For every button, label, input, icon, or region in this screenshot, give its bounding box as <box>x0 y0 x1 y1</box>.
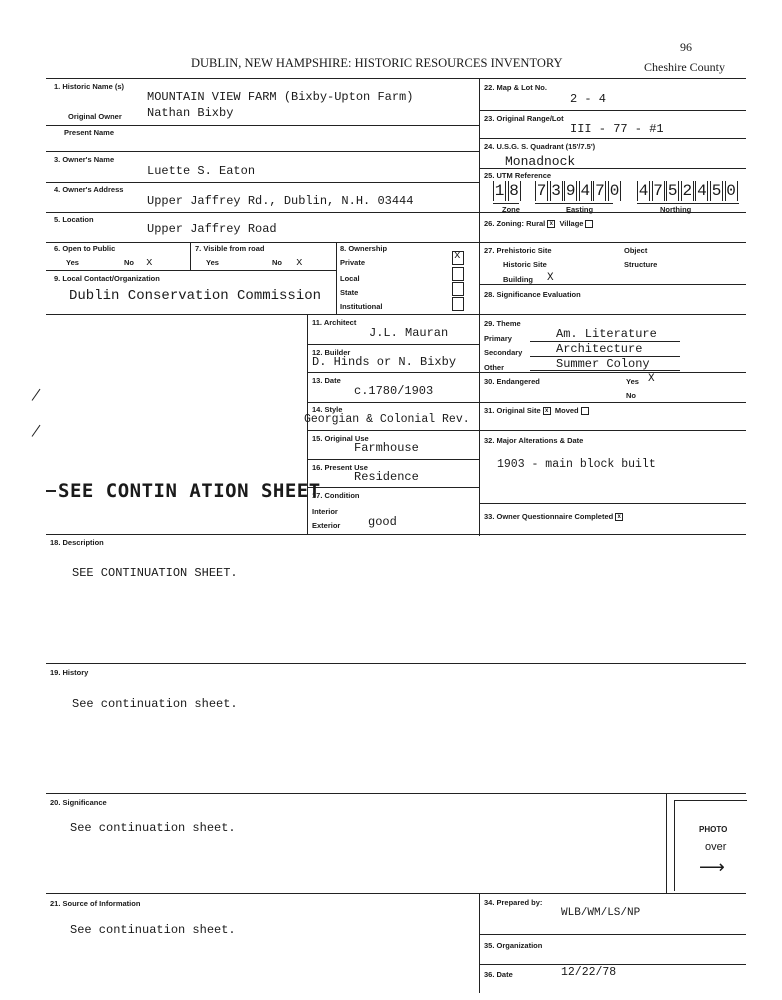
open-no-mark: x <box>146 257 153 269</box>
significance-label: 20. Significance <box>50 798 107 807</box>
major-alterations-label: 32. Major Alterations & Date <box>484 436 584 445</box>
rule-top <box>46 78 746 79</box>
condition-label: 17. Condition <box>312 491 360 500</box>
rule-right-5 <box>479 242 746 243</box>
usgs-quadrant-label: 24. U.S.G. S. Quadrant (15'/7.5') <box>484 142 596 151</box>
utm-easting-digit: 4 <box>580 182 591 200</box>
zoning-village-checkbox[interactable] <box>585 220 593 228</box>
rule-arch-2 <box>307 372 479 373</box>
visible-no-mark: x <box>296 257 303 269</box>
map-lot-value: 2 - 4 <box>570 92 607 106</box>
endangered-no-label: No <box>626 391 636 400</box>
original-owner-value: Nathan Bixby <box>147 106 234 120</box>
utm-easting-digit: 9 <box>565 182 576 200</box>
theme-other-label: Other <box>484 363 505 372</box>
source-information-label: 21. Source of Information <box>50 899 141 908</box>
form-title: DUBLIN, NEW HAMPSHIRE: HISTORIC RESOURCES INVENTORY <box>191 56 563 70</box>
theme-secondary-label: Secondary <box>484 348 523 357</box>
utm-easting-digit: 0 <box>609 182 620 200</box>
date-value: c.1780/1903 <box>354 384 434 398</box>
building-mark: X <box>547 272 554 284</box>
location-value: Upper Jaffrey Road <box>147 222 277 236</box>
margin-slash-2 <box>32 425 41 437</box>
organization-label: 35. Organization <box>484 941 543 950</box>
utm-easting-digit: 7 <box>536 182 547 200</box>
rule-arch-6 <box>307 487 479 488</box>
rule-section-history <box>46 663 746 664</box>
building-label: Building <box>503 275 533 284</box>
ownership-label: 8. Ownership <box>340 244 388 253</box>
utm-northing-digit: 2 <box>682 182 693 200</box>
ownership-local-label: Local <box>340 274 360 283</box>
rule-mid-divider <box>479 78 480 536</box>
description-value: SEE CONTINUATION SHEET. <box>72 566 238 580</box>
original-use-value: Farmhouse <box>354 441 419 455</box>
photo-arrow-icon: ⟶ <box>699 857 725 878</box>
rule-prepared-2 <box>479 964 746 965</box>
original-site-checkbox[interactable]: x <box>543 407 551 415</box>
rule-section-description <box>46 534 746 535</box>
rule-right-9 <box>479 402 746 403</box>
ownership-institutional-label: Institutional <box>340 302 383 311</box>
photo-over-text: over <box>705 841 727 853</box>
continuation-stamp: SEE CONTIN ATION SHEET <box>58 480 321 502</box>
owners-address-label: 4. Owner's Address <box>54 185 124 194</box>
theme-other-underline <box>530 370 680 371</box>
ownership-private-mark: x <box>454 250 461 262</box>
significance-value: See continuation sheet. <box>70 821 236 835</box>
local-contact-label: 9. Local Contact/Organization <box>54 274 160 283</box>
rule-arch-1 <box>307 344 479 345</box>
builder-value: D. Hinds or N. Bixby <box>312 355 457 369</box>
map-lot-label: 22. Map & Lot No. <box>484 83 547 92</box>
theme-other-value: Summer Colony <box>556 357 650 371</box>
theme-primary-value: Am. Literature <box>556 327 657 341</box>
rule-arch-3 <box>307 402 479 403</box>
source-information-value: See continuation sheet. <box>70 923 236 937</box>
utm-zone-digit: 1 <box>494 182 505 200</box>
location-label: 5. Location <box>54 215 94 224</box>
style-value: Georgian & Colonial Rev. <box>304 413 470 426</box>
rule-right-8 <box>479 372 746 373</box>
date-prepared-value: 12/22/78 <box>561 966 617 979</box>
rule-right-6 <box>479 284 746 285</box>
utm-easting-label: Easting <box>566 205 594 214</box>
ownership-private-label: Private <box>340 258 366 267</box>
utm-easting-digit: 3 <box>551 182 561 200</box>
prepared-by-label: 34. Prepared by: <box>484 898 543 907</box>
open-yes-label: Yes <box>66 258 79 267</box>
architect-value: J.L. Mauran <box>369 326 449 340</box>
open-no-label: No <box>124 258 134 267</box>
photo-box <box>674 800 747 891</box>
county-name: Cheshire County <box>644 60 725 74</box>
ownership-state-label: State <box>340 288 359 297</box>
rule-left-4 <box>46 212 479 213</box>
style-label: 14. Style <box>312 405 343 414</box>
prehistoric-site-label: 27. Prehistoric Site <box>484 246 552 255</box>
zoning-rural-checkbox[interactable]: x <box>547 220 555 228</box>
rule-left-2 <box>46 151 479 152</box>
rule-right-2 <box>479 138 746 139</box>
rule-arch-5 <box>307 459 479 460</box>
historic-name-label: 1. Historic Name (s) <box>54 82 125 91</box>
rule-right-11 <box>479 503 746 504</box>
rule-right-10 <box>479 430 746 431</box>
rule-left-3 <box>46 182 479 183</box>
architect-label: 11. Architect <box>312 318 357 327</box>
description-label: 18. Description <box>50 538 104 547</box>
endangered-label: 30. Endangered <box>484 377 540 386</box>
local-contact-value: Dublin Conservation Commission <box>69 288 322 304</box>
present-name-label: Present Name <box>64 128 115 137</box>
theme-primary-label: Primary <box>484 334 512 343</box>
utm-northing-digit: 5 <box>711 182 722 200</box>
major-alterations-value: 1903 - main block built <box>497 458 656 471</box>
builder-label: 12. Builder <box>312 348 351 357</box>
historic-name-value: MOUNTAIN VIEW FARM (Bixby-Upton Farm) <box>147 90 414 104</box>
rule-left-5 <box>46 242 479 243</box>
theme-primary-underline <box>530 341 680 342</box>
rule-right-1 <box>479 110 746 111</box>
history-label: 19. History <box>50 668 89 677</box>
rule-left-6 <box>46 270 336 271</box>
rule-arch-4 <box>307 430 479 431</box>
owners-name-value: Luette S. Eaton <box>147 164 256 178</box>
ownership-private-box[interactable] <box>452 251 464 265</box>
rule-prepared-1 <box>479 934 746 935</box>
endangered-yes-label: Yes <box>626 377 639 386</box>
rule-left-7 <box>46 314 479 315</box>
object-label: Object <box>624 246 648 255</box>
utm-zone-label: Zone <box>502 205 520 214</box>
utm-northing-digit: 0 <box>726 182 736 200</box>
prepared-by-value: WLB/WM/LS/NP <box>561 907 641 919</box>
original-range-value: III - 77 - #1 <box>570 122 664 136</box>
history-value: See continuation sheet. <box>72 697 238 711</box>
owners-address-value: Upper Jaffrey Rd., Dublin, N.H. 03444 <box>147 194 414 208</box>
utm-northing-digit: 5 <box>667 182 678 200</box>
page-number: 96 <box>680 40 692 54</box>
date-label: 13. Date <box>312 376 341 385</box>
original-site-label: 31. Original Site x Moved <box>484 406 589 415</box>
significance-evaluation-label: 28. Significance Evaluation <box>484 290 581 299</box>
utm-northing-digit: 7 <box>653 182 663 200</box>
present-use-label: 16. Present Use <box>312 463 368 472</box>
visible-no-label: No <box>272 258 282 267</box>
theme-secondary-value: Architecture <box>556 342 643 356</box>
margin-slash-1 <box>32 389 41 401</box>
original-use-label: 15. Original Use <box>312 434 369 443</box>
visible-yes-label: Yes <box>206 258 219 267</box>
rule-left-1 <box>46 125 479 126</box>
present-use-value: Residence <box>354 470 419 484</box>
usgs-quadrant-value: Monadnock <box>505 154 576 169</box>
visible-from-road-label: 7. Visible from road <box>195 244 265 253</box>
rule-v-open <box>190 242 191 270</box>
rule-right-7 <box>479 314 746 315</box>
open-to-public-label: 6. Open to Public <box>54 244 116 253</box>
rule-section-source <box>46 893 746 894</box>
utm-northing-digit: 4 <box>638 182 649 200</box>
ownership-state-box[interactable] <box>452 282 464 296</box>
rule-v-ownership <box>336 242 337 314</box>
utm-zone-digit: 8 <box>509 182 519 200</box>
utm-northing-digit: 4 <box>697 182 707 200</box>
ownership-local-box[interactable] <box>452 267 464 281</box>
rule-section-significance <box>46 793 746 794</box>
owners-name-label: 3. Owner's Name <box>54 155 115 164</box>
utm-northing-label: Northing <box>660 205 692 214</box>
rule-photo-divider <box>666 793 667 893</box>
condition-value: good <box>368 515 397 529</box>
owner-questionnaire-checkbox[interactable]: x <box>615 513 623 521</box>
moved-checkbox[interactable] <box>581 407 589 415</box>
condition-exterior-label: Exterior <box>312 521 341 530</box>
date-prepared-label: 36. Date <box>484 970 513 979</box>
utm-easting-digit: 7 <box>595 182 605 200</box>
historic-site-label: Historic Site <box>503 260 547 269</box>
theme-label: 29. Theme <box>484 319 521 328</box>
original-range-label: 23. Original Range/Lot <box>484 114 564 123</box>
stamp-dash <box>46 490 56 492</box>
utm-reference-label: 25. UTM Reference <box>484 171 552 180</box>
original-owner-label: Original Owner <box>68 112 122 121</box>
endangered-yes-mark: X <box>648 373 655 385</box>
condition-interior-label: Interior <box>312 507 338 516</box>
owner-questionnaire-label: 33. Owner Questionnaire Completed x <box>484 512 623 521</box>
photo-label: PHOTO <box>699 825 728 834</box>
zoning-label: 26. Zoning: Rural x Village <box>484 219 593 228</box>
structure-label: Structure <box>624 260 658 269</box>
theme-secondary-underline <box>530 356 680 357</box>
ownership-institutional-box[interactable] <box>452 297 464 311</box>
rule-prepared-divider <box>479 893 480 993</box>
